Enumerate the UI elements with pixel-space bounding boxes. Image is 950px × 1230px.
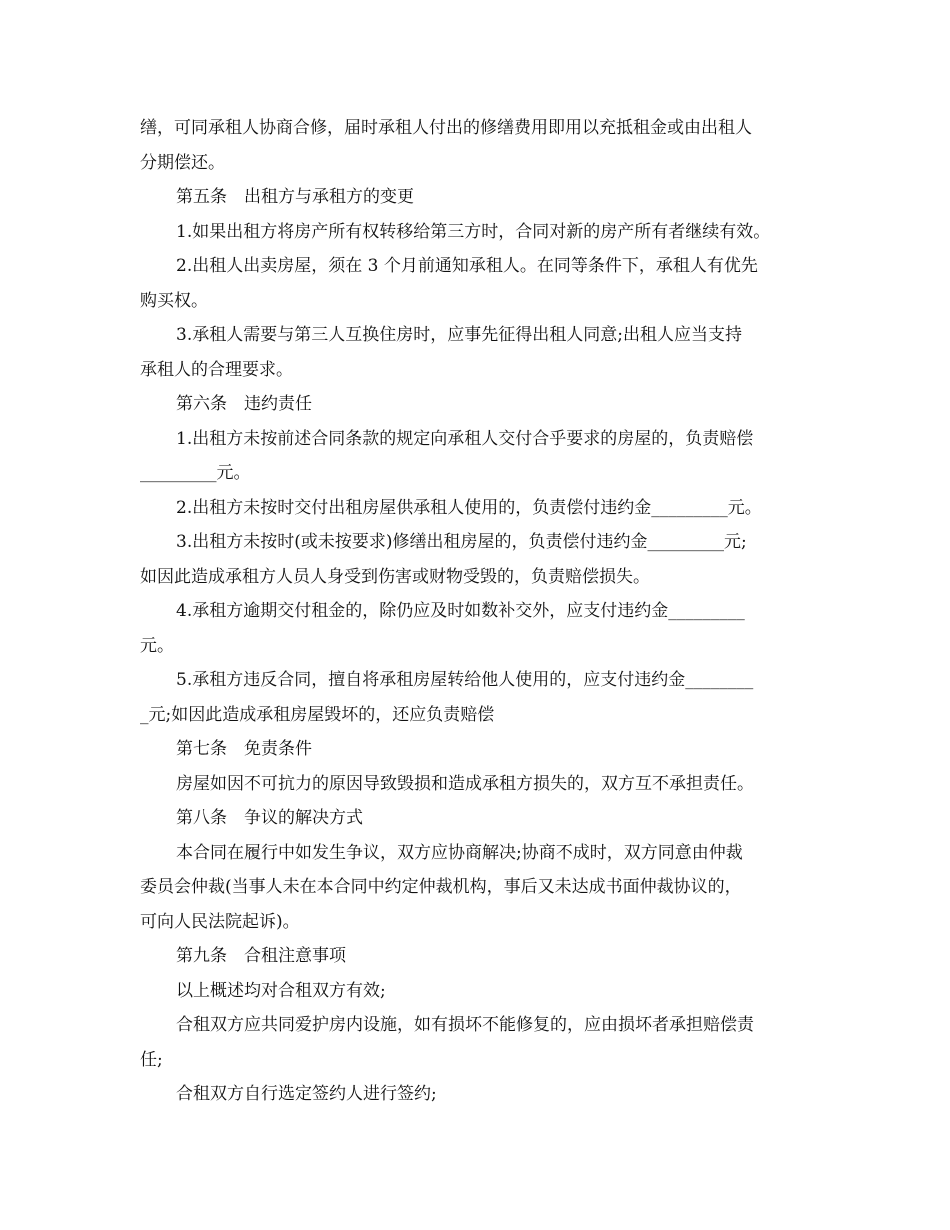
text-line: 4.承租方逾期交付租金的，除仍应及时如数补交外，应支付违约金_________ xyxy=(176,601,745,621)
text-line: 承租人的合理要求。 xyxy=(140,359,293,380)
text-line: _________元。 xyxy=(140,463,251,483)
text-line: 2.出租人出卖房屋，须在 3 个月前通知承租人。在同等条件下，承租人有优先 xyxy=(176,256,758,276)
text-line: 如因此造成承租方人员人身受到伤害或财物受毁的，负责赔偿损失。 xyxy=(140,566,650,587)
text-line: 缮，可同承租人协商合修，届时承租人付出的修缮费用即用以充抵租金或由出租人 xyxy=(140,118,752,138)
text-line: 合租双方应共同爱护房内设施，如有损坏不能修复的，应由损坏者承担赔偿责 xyxy=(176,1015,754,1035)
text-line: 3.出租方未按时(或未按要求)修缮出租房屋的，负责偿付违约金_________元; xyxy=(176,532,747,552)
text-line: 5.承租方违反合同，擅自将承租房屋转给他人使用的，应支付违约金________ xyxy=(176,670,754,690)
text-line: 1.出租方未按前述合同条款的规定向承租人交付合乎要求的房屋的，负责赔偿 xyxy=(176,428,754,449)
text-line: 以上概述均对合租双方有效; xyxy=(176,980,386,1001)
section-heading: 第八条 争议的解决方式 xyxy=(176,808,363,828)
text-line: _元;如因此造成承租房屋毁坏的，还应负责赔偿 xyxy=(140,704,495,725)
text-line: 任; xyxy=(140,1049,163,1070)
text-line: 本合同在履行中如发生争议，双方应协商解决;协商不成时，双方同意由仲裁 xyxy=(176,842,743,863)
text-line: 合租双方自行选定签约人进行签约; xyxy=(176,1084,437,1104)
section-heading: 第九条 合租注意事项 xyxy=(176,946,346,966)
text-line: 3.承租人需要与第三人互换住房时，应事先征得出租人同意;出租人应当支持 xyxy=(176,325,742,345)
section-heading: 第六条 违约责任 xyxy=(176,394,312,414)
text-line: 委员会仲裁(当事人未在本合同中约定仲裁机构，事后又未达成书面仲裁协议的， xyxy=(140,877,742,897)
text-line: 分期偿还。 xyxy=(140,152,225,173)
text-line: 元。 xyxy=(140,635,174,656)
document-page xyxy=(140,111,814,1112)
text-line: 可向人民法院起诉)。 xyxy=(140,911,300,932)
section-heading: 第七条 免责条件 xyxy=(176,739,312,759)
text-line: 1.如果出租方将房产所有权转移给第三方时，合同对新的房产所有者继续有效。 xyxy=(176,221,771,242)
text-line: 房屋如因不可抗力的原因导致毁损和造成承租方损失的，双方互不承担责任。 xyxy=(176,773,754,794)
section-heading: 第五条 出租方与承租方的变更 xyxy=(176,187,414,207)
text-line: 2.出租方未按时交付出租房屋供承租人使用的，负责偿付违约金_________元。 xyxy=(176,497,762,518)
text-line: 购买权。 xyxy=(140,290,208,311)
